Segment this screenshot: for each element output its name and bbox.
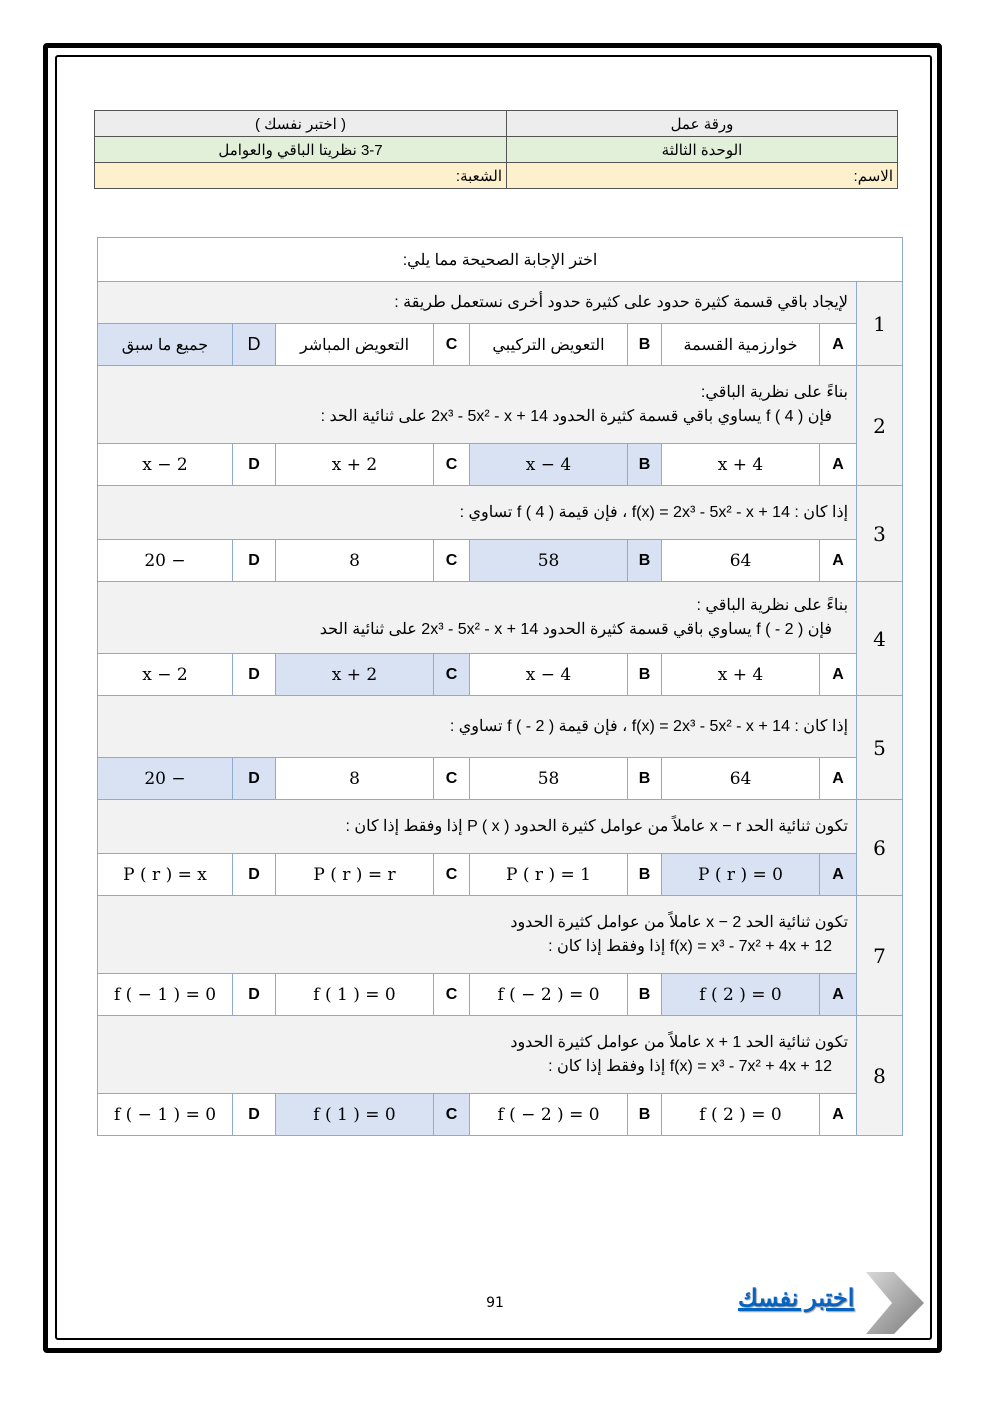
question-options-row xyxy=(98,974,903,1016)
question-stem-row xyxy=(98,1016,903,1094)
question-number: 1 xyxy=(857,282,903,366)
question-stem-line: فإن f ( 4 ) يساوي باقي قسمة كثيرة الحدود 2x³ - 5x² - x + 14 على ثنائية الحد : xyxy=(320,407,833,425)
option-letter-d[interactable]: D xyxy=(233,758,276,800)
option-value-a[interactable]: f ( 2 ) = 0 xyxy=(662,1094,820,1136)
option-letter-b[interactable]: B xyxy=(628,444,662,486)
question-stem-row xyxy=(98,896,903,974)
question-stem xyxy=(98,486,857,540)
question-stem xyxy=(98,696,857,758)
question-stem-line: تكون ثنائية الحد x − r عاملاً من عوامل كثيرة الحدود P ( x ) إذا وفقط إذا كان : xyxy=(345,817,849,835)
option-letter-c[interactable]: C xyxy=(434,974,470,1016)
option-letter-a[interactable]: A xyxy=(820,854,857,896)
option-letter-c[interactable]: C xyxy=(434,444,470,486)
option-value-a[interactable]: x + 4 xyxy=(662,654,820,696)
option-letter-b[interactable]: B xyxy=(628,854,662,896)
option-value-d[interactable]: f ( − 1 ) = 0 xyxy=(98,974,233,1016)
question-options-row xyxy=(98,324,903,366)
question-stem-row xyxy=(98,486,903,540)
question-stem-line: بناءً على نظرية الباقي: xyxy=(700,383,849,401)
option-value-d[interactable]: P ( r ) = x xyxy=(98,854,233,896)
option-value-a[interactable]: x + 4 xyxy=(662,444,820,486)
option-letter-c[interactable]: C xyxy=(434,758,470,800)
question-stem-line: فإن f ( - 2 ) يساوي باقي قسمة كثيرة الحدود 2x³ - 5x² - x + 14 على ثنائية الحد xyxy=(319,620,833,638)
question-options-row xyxy=(98,540,903,582)
question-options-row xyxy=(98,854,903,896)
question-stem-line: تكون ثنائية الحد x − 2 عاملاً من عوامل كثيرة الحدود xyxy=(510,913,849,931)
question-stem-row xyxy=(98,582,903,654)
question-stem xyxy=(98,582,857,654)
question-stem-line: بناءً على نظرية الباقي : xyxy=(696,596,849,614)
option-letter-d[interactable]: D xyxy=(233,854,276,896)
option-letter-a[interactable]: A xyxy=(820,444,857,486)
option-letter-a[interactable]: A xyxy=(820,654,857,696)
question-stem-row xyxy=(98,696,903,758)
option-letter-d[interactable]: D xyxy=(233,444,276,486)
option-value-d[interactable]: x − 2 xyxy=(98,654,233,696)
option-value-c[interactable]: 8 xyxy=(276,540,434,582)
question-stem-row xyxy=(98,800,903,854)
question-number: 2 xyxy=(857,366,903,486)
question-options-row xyxy=(98,444,903,486)
option-value-d[interactable]: − 20 xyxy=(98,758,233,800)
question-number: 7 xyxy=(857,896,903,1016)
question-stem-line: إذا كان : f(x) = 2x³ - 5x² - x + 14 ، فإن قيمة f ( - 2 ) تساوي : xyxy=(449,717,849,735)
option-value-c[interactable]: x + 2 xyxy=(276,654,434,696)
option-value-d[interactable]: − 20 xyxy=(98,540,233,582)
question-stem-row xyxy=(98,282,903,324)
question-stem-line: f(x) = x³ - 7x² + 4x + 12 إذا وفقط إذا كان : xyxy=(548,1057,833,1075)
name-field[interactable]: الاسم: xyxy=(507,163,898,189)
question-number: 6 xyxy=(857,800,903,896)
question-number: 5 xyxy=(857,696,903,800)
option-letter-c[interactable]: C xyxy=(434,1094,470,1136)
question-stem-line: لإيجاد باقي قسمة كثيرة حدود على كثيرة حدود أخرى نستعمل طريقة : xyxy=(394,293,849,311)
lesson-label: 3-7 نظريتا الباقي والعوامل xyxy=(95,137,507,163)
option-value-b[interactable]: 58 xyxy=(470,758,628,800)
worksheet-header xyxy=(94,110,898,189)
chevron-right-icon xyxy=(864,1270,926,1336)
option-value-d[interactable]: جميع ما سبق xyxy=(98,324,233,366)
test-label: ( اختبر نفسك ) xyxy=(95,111,507,137)
question-number: 4 xyxy=(857,582,903,696)
option-value-b[interactable]: x − 4 xyxy=(470,654,628,696)
question-stem xyxy=(98,1016,857,1094)
option-value-a[interactable]: P ( r ) = 0 xyxy=(662,854,820,896)
option-letter-b[interactable]: B xyxy=(628,1094,662,1136)
worksheet-label: ورقة عمل xyxy=(507,111,898,137)
option-letter-a[interactable]: A xyxy=(820,324,857,366)
option-letter-d[interactable]: D xyxy=(233,1094,276,1136)
section-field[interactable]: الشعبة: xyxy=(95,163,507,189)
option-value-c[interactable]: التعويض المباشر xyxy=(276,324,434,366)
question-stem-row xyxy=(98,366,903,444)
option-value-c[interactable]: x + 2 xyxy=(276,444,434,486)
option-letter-a[interactable]: A xyxy=(820,1094,857,1136)
question-number: 3 xyxy=(857,486,903,582)
option-value-c[interactable]: f ( 1 ) = 0 xyxy=(276,974,434,1016)
option-letter-d[interactable]: D xyxy=(233,540,276,582)
question-number: 8 xyxy=(857,1016,903,1136)
option-value-b[interactable]: f ( − 2 ) = 0 xyxy=(470,974,628,1016)
option-letter-d[interactable]: D xyxy=(233,974,276,1016)
option-value-b[interactable]: 58 xyxy=(470,540,628,582)
option-letter-a[interactable]: A xyxy=(820,974,857,1016)
option-value-d[interactable]: x − 2 xyxy=(98,444,233,486)
option-letter-b[interactable]: B xyxy=(628,654,662,696)
option-letter-c[interactable]: C xyxy=(434,854,470,896)
option-value-b[interactable]: f ( − 2 ) = 0 xyxy=(470,1094,628,1136)
option-letter-b[interactable]: B xyxy=(628,540,662,582)
option-value-b[interactable]: التعويض التركيبي xyxy=(470,324,628,366)
option-value-c[interactable]: P ( r ) = r xyxy=(276,854,434,896)
option-letter-b[interactable]: B xyxy=(628,758,662,800)
question-stem-line: f(x) = x³ - 7x² + 4x + 12 إذا وفقط إذا كان : xyxy=(548,937,833,955)
question-options-row xyxy=(98,654,903,696)
questions-table xyxy=(97,237,903,1136)
option-value-a[interactable]: f ( 2 ) = 0 xyxy=(662,974,820,1016)
question-stem xyxy=(98,366,857,444)
option-letter-d[interactable]: D xyxy=(233,654,276,696)
question-stem xyxy=(98,896,857,974)
unit-label: الوحدة الثالثة xyxy=(507,137,898,163)
option-value-d[interactable]: f ( − 1 ) = 0 xyxy=(98,1094,233,1136)
option-value-b[interactable]: x − 4 xyxy=(470,444,628,486)
option-letter-c[interactable]: C xyxy=(434,540,470,582)
option-letter-a[interactable]: A xyxy=(820,758,857,800)
question-stem-line: تكون ثنائية الحد x + 1 عاملاً من عوامل كثيرة الحدود xyxy=(510,1033,849,1051)
option-value-c[interactable]: f ( 1 ) = 0 xyxy=(276,1094,434,1136)
test-yourself-link[interactable]: اختبر نفسك xyxy=(738,1285,855,1312)
option-letter-b[interactable]: B xyxy=(628,324,662,366)
option-value-b[interactable]: P ( r ) = 1 xyxy=(470,854,628,896)
question-stem xyxy=(98,800,857,854)
question-options-row xyxy=(98,1094,903,1136)
option-value-a[interactable]: خوارزمية القسمة xyxy=(662,324,820,366)
option-letter-c[interactable]: C xyxy=(434,654,470,696)
option-value-a[interactable]: 64 xyxy=(662,758,820,800)
question-stem-line: إذا كان : f(x) = 2x³ - 5x² - x + 14 ، فإن قيمة f ( 4 ) تساوي : xyxy=(459,503,849,521)
option-letter-c[interactable]: C xyxy=(434,324,470,366)
question-options-row xyxy=(98,758,903,800)
question-stem xyxy=(98,282,857,324)
instructions: اختر الإجابة الصحيحة مما يلي: xyxy=(98,238,903,282)
option-value-c[interactable]: 8 xyxy=(276,758,434,800)
option-letter-b[interactable]: B xyxy=(628,974,662,1016)
page-number: 91 xyxy=(486,1295,504,1311)
option-value-a[interactable]: 64 xyxy=(662,540,820,582)
option-letter-d[interactable]: D xyxy=(233,324,276,366)
option-letter-a[interactable]: A xyxy=(820,540,857,582)
